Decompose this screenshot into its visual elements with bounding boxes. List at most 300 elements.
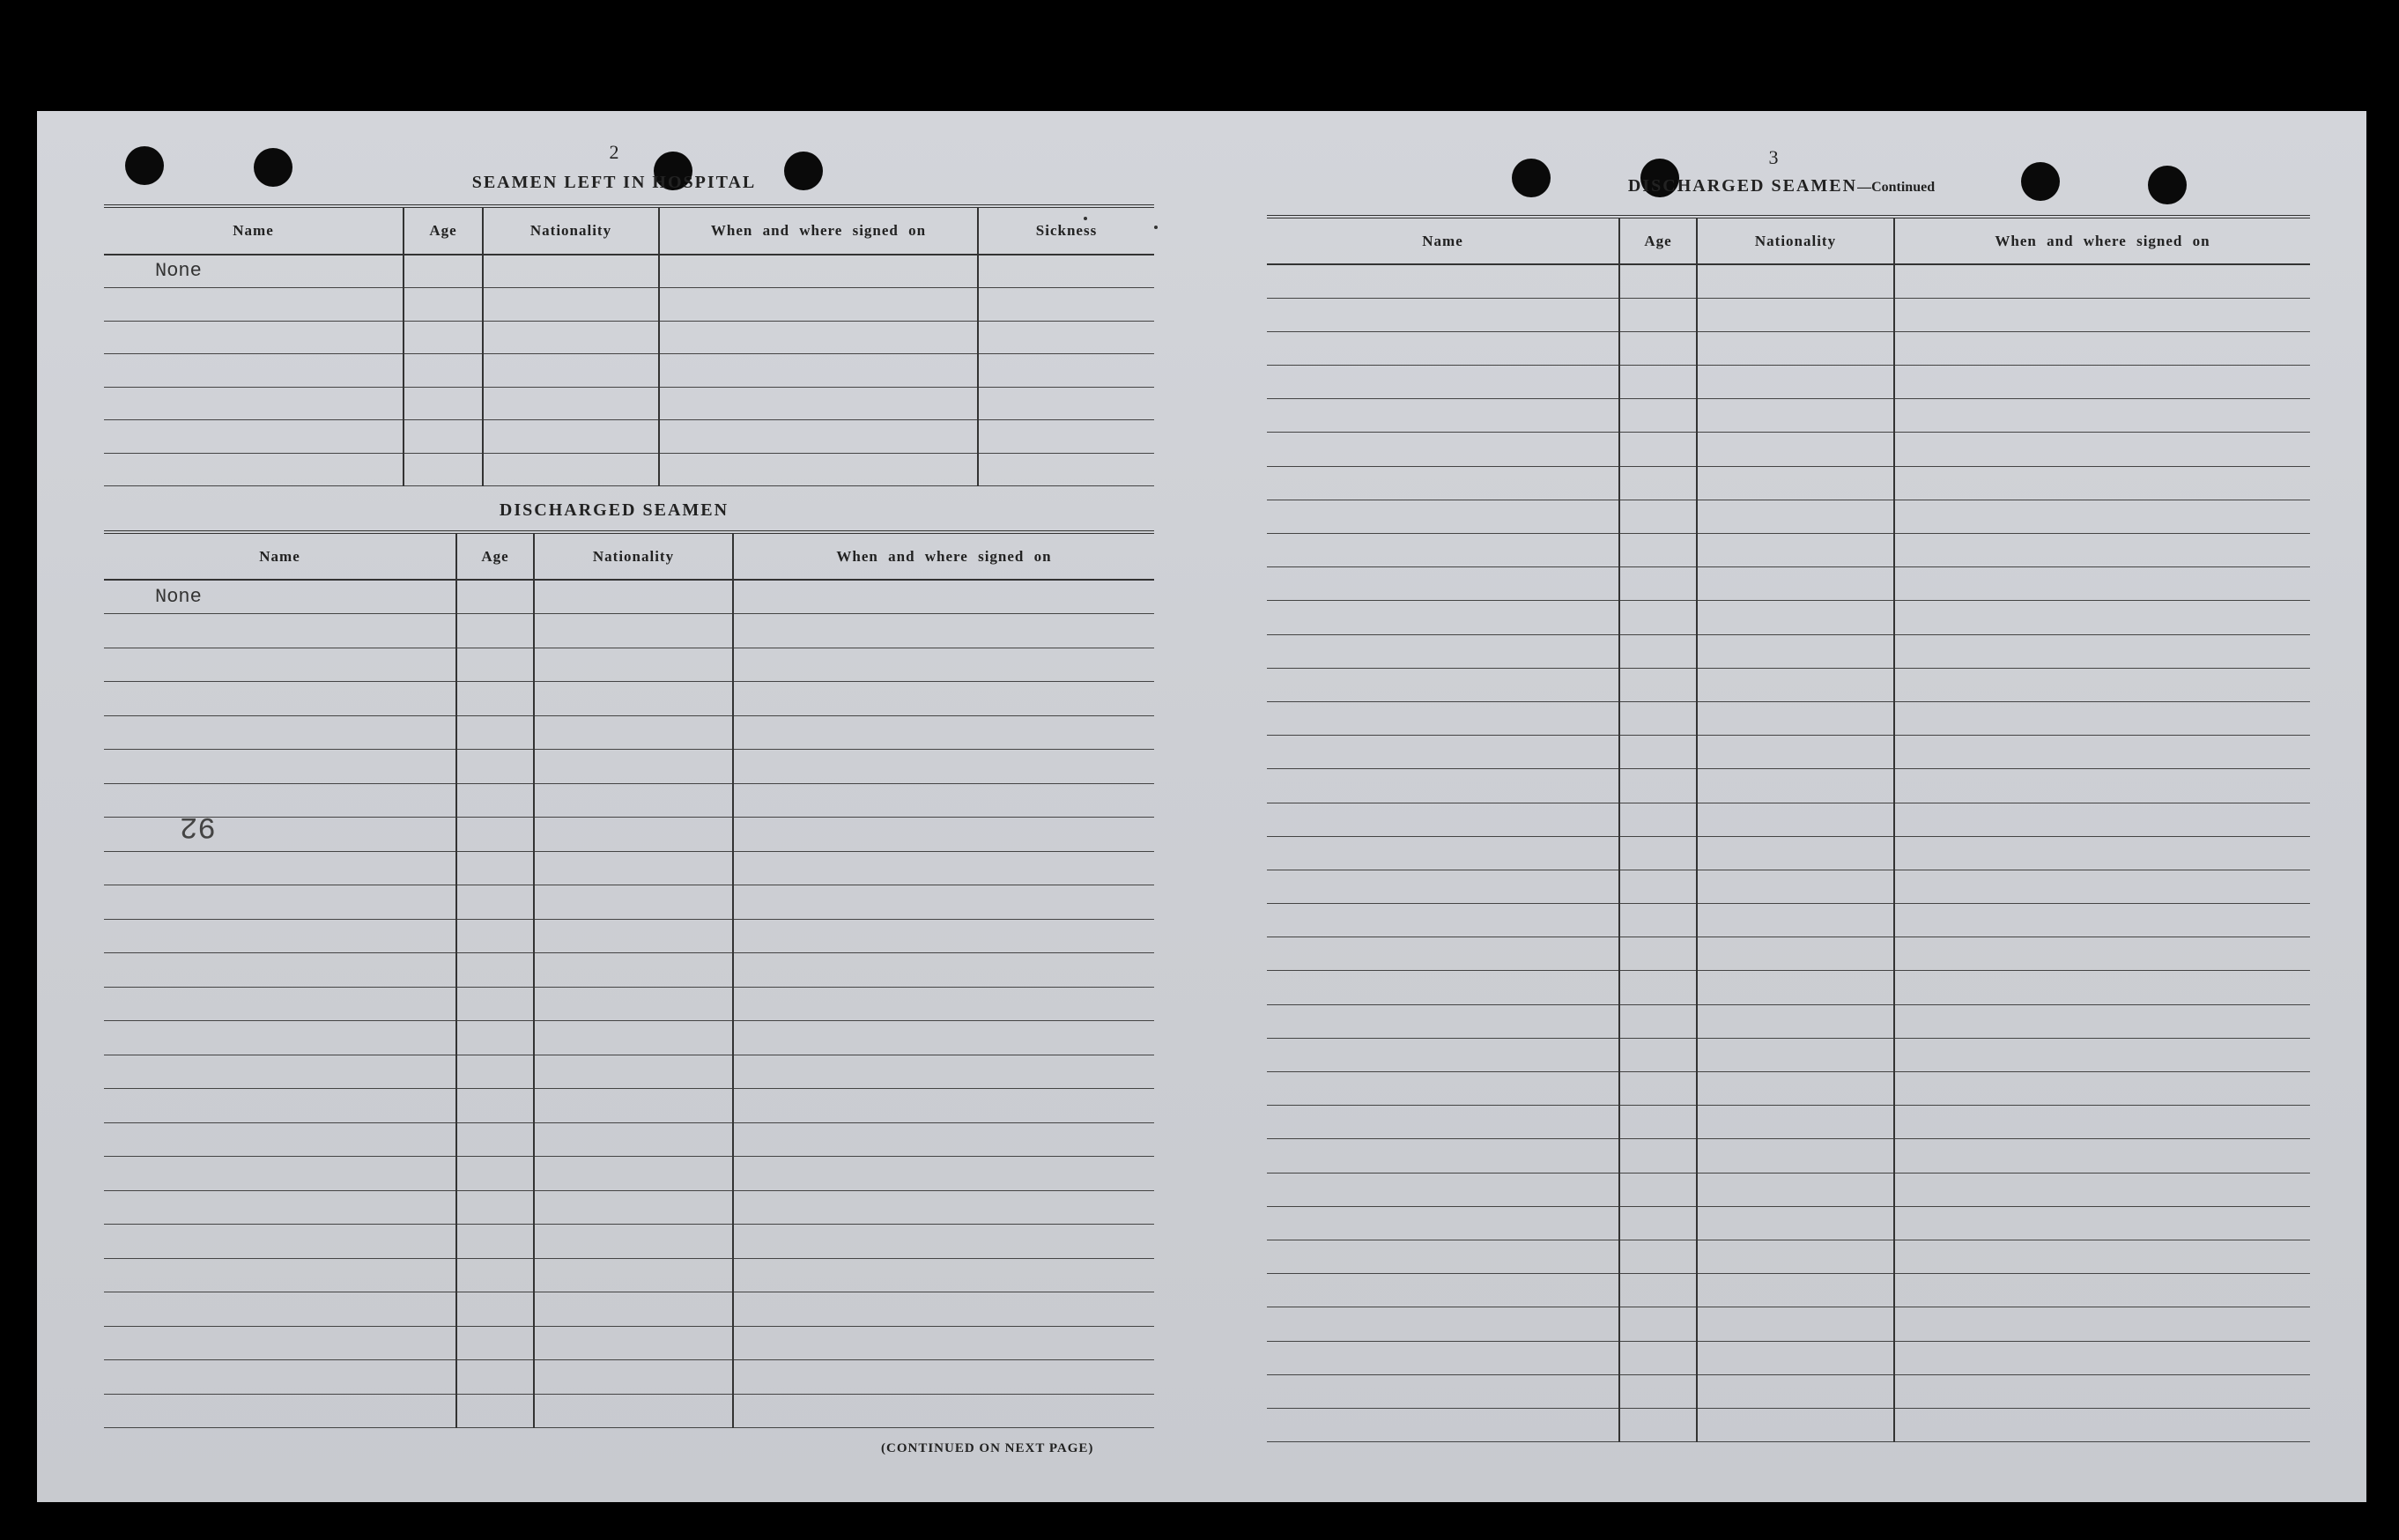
table-row — [104, 288, 1154, 322]
table-cell — [1894, 668, 2310, 701]
table-cell — [534, 783, 733, 818]
table-cell — [1267, 769, 1619, 803]
table-cell — [104, 321, 404, 354]
table-cell — [733, 1021, 1154, 1055]
table-cell — [404, 453, 483, 486]
table-cell — [1267, 1374, 1619, 1408]
table-cell — [733, 783, 1154, 818]
table-cell — [534, 682, 733, 716]
table-cell — [1619, 1206, 1697, 1240]
table-row — [1267, 1173, 2310, 1206]
table-cell — [733, 851, 1154, 885]
table-cell — [1894, 1038, 2310, 1071]
table-cell — [456, 715, 534, 750]
table-row — [104, 715, 1154, 750]
table-cell — [733, 1360, 1154, 1395]
table-row — [1267, 701, 2310, 735]
table-cell — [659, 453, 978, 486]
table-row — [1267, 366, 2310, 399]
table-cell — [534, 648, 733, 682]
binder-hole — [254, 148, 292, 187]
table-cell — [1894, 264, 2310, 298]
table-cell — [1619, 1173, 1697, 1206]
table-cell — [483, 387, 659, 420]
table-cell — [1697, 1139, 1894, 1173]
table-row — [104, 1055, 1154, 1089]
table-cell — [104, 1292, 456, 1327]
column-header-age: Age — [456, 532, 534, 580]
column-header-signed-on: When and where signed on — [733, 532, 1154, 580]
table-cell — [1697, 668, 1894, 701]
table-cell — [1619, 1341, 1697, 1374]
table-cell — [1267, 701, 1619, 735]
table-cell — [1267, 500, 1619, 533]
table-cell — [978, 387, 1154, 420]
table-cell — [1894, 1408, 2310, 1441]
table-cell — [1267, 1240, 1619, 1273]
table-cell — [1697, 534, 1894, 567]
table-cell — [104, 580, 456, 614]
column-header-signed-on: When and where signed on — [659, 206, 978, 255]
table-row — [104, 321, 1154, 354]
table-cell — [483, 288, 659, 322]
table-cell — [1894, 769, 2310, 803]
table-row — [104, 750, 1154, 784]
table-cell — [104, 885, 456, 920]
table-cell — [733, 1292, 1154, 1327]
table-row — [1267, 433, 2310, 466]
table-cell — [1697, 331, 1894, 365]
table-cell — [456, 919, 534, 953]
table-cell — [1697, 1004, 1894, 1038]
table-cell — [1697, 937, 1894, 971]
right-section-title-suffix: —Continued — [1857, 180, 1936, 195]
table-cell — [104, 1394, 456, 1428]
table-cell — [483, 453, 659, 486]
table-cell — [733, 919, 1154, 953]
table-cell — [456, 987, 534, 1021]
table-cell — [1267, 803, 1619, 836]
table-cell — [1894, 904, 2310, 937]
discharged-table — [104, 530, 1154, 1428]
table-cell — [1894, 870, 2310, 903]
table-cell — [1619, 567, 1697, 601]
table-row — [1267, 1038, 2310, 1071]
table-cell — [659, 255, 978, 288]
column-header-name: Name — [104, 206, 404, 255]
table-cell — [456, 1089, 534, 1123]
table-cell — [1267, 601, 1619, 634]
table-cell — [456, 1360, 534, 1395]
table-cell — [104, 420, 404, 454]
table-cell — [1619, 1139, 1697, 1173]
table-cell — [1894, 433, 2310, 466]
table-cell — [1267, 399, 1619, 433]
table-cell — [1894, 937, 2310, 971]
table-cell — [456, 1122, 534, 1157]
table-cell — [456, 851, 534, 885]
table-cell — [456, 885, 534, 920]
table-row — [104, 453, 1154, 486]
table-cell — [104, 1326, 456, 1360]
table-cell — [1697, 264, 1894, 298]
table-row — [1267, 1374, 2310, 1408]
table-cell — [1619, 769, 1697, 803]
table-cell — [1619, 399, 1697, 433]
table-cell — [1619, 971, 1697, 1004]
table-cell — [104, 987, 456, 1021]
table-cell — [1894, 1139, 2310, 1173]
table-cell — [1267, 1173, 1619, 1206]
table-row — [1267, 1307, 2310, 1341]
table-cell — [1894, 736, 2310, 769]
table-cell — [978, 453, 1154, 486]
table-cell — [1619, 836, 1697, 870]
table-cell — [733, 682, 1154, 716]
table-cell — [733, 885, 1154, 920]
binder-hole — [2148, 166, 2187, 204]
table-cell — [456, 1157, 534, 1191]
table-cell — [1619, 331, 1697, 365]
table-cell — [1267, 1139, 1619, 1173]
table-cell — [104, 715, 456, 750]
table-cell — [1619, 904, 1697, 937]
table-cell — [456, 614, 534, 648]
table-cell — [104, 1021, 456, 1055]
table-row — [1267, 500, 2310, 533]
table-cell — [534, 1292, 733, 1327]
table-cell — [534, 1157, 733, 1191]
table-cell — [733, 1394, 1154, 1428]
table-cell — [978, 288, 1154, 322]
table-cell — [1619, 1408, 1697, 1441]
table-cell — [978, 354, 1154, 388]
table-cell — [456, 783, 534, 818]
table-row — [104, 648, 1154, 682]
table-cell — [456, 580, 534, 614]
stamped-number: 92 — [180, 809, 216, 842]
table-row — [104, 1394, 1154, 1428]
table-cell — [1267, 298, 1619, 331]
table-row — [104, 919, 1154, 953]
table-row — [104, 1258, 1154, 1292]
table-cell — [104, 387, 404, 420]
table-cell — [1619, 870, 1697, 903]
table-cell — [456, 1021, 534, 1055]
table-row — [1267, 668, 2310, 701]
table-row — [104, 580, 1154, 614]
table-cell — [1619, 701, 1697, 735]
table-cell — [534, 1360, 733, 1395]
table-cell — [1894, 1374, 2310, 1408]
table-cell — [483, 354, 659, 388]
table-cell — [1267, 1408, 1619, 1441]
table-cell — [1697, 466, 1894, 500]
table-cell — [1619, 1038, 1697, 1071]
table-cell — [733, 1225, 1154, 1259]
table-cell — [1619, 668, 1697, 701]
table-cell — [456, 1326, 534, 1360]
table-cell — [534, 1021, 733, 1055]
table-cell — [104, 1122, 456, 1157]
column-header-signed-on: When and where signed on — [1894, 217, 2310, 264]
table-cell — [1619, 1106, 1697, 1139]
paper-speck — [1084, 217, 1087, 220]
table-cell — [733, 750, 1154, 784]
table-cell — [1894, 399, 2310, 433]
table-cell — [1619, 601, 1697, 634]
table-cell — [1697, 1173, 1894, 1206]
table-cell — [1267, 668, 1619, 701]
column-header-nationality: Nationality — [483, 206, 659, 255]
table-cell — [1697, 1307, 1894, 1341]
table-cell — [1697, 836, 1894, 870]
table-cell — [1619, 736, 1697, 769]
table-cell — [534, 919, 733, 953]
table-cell — [659, 387, 978, 420]
table-cell — [1697, 1072, 1894, 1106]
table-row — [1267, 634, 2310, 668]
table-cell — [456, 1394, 534, 1428]
table-cell — [659, 354, 978, 388]
table-row — [1267, 870, 2310, 903]
table-cell — [1267, 366, 1619, 399]
discharged-section-title: DISCHARGED SEAMEN — [499, 500, 729, 520]
table-cell — [104, 648, 456, 682]
column-header-nationality: Nationality — [1697, 217, 1894, 264]
table-cell — [1619, 1004, 1697, 1038]
table-cell — [1619, 534, 1697, 567]
table-cell — [1894, 298, 2310, 331]
table-cell — [104, 1258, 456, 1292]
column-header-age: Age — [1619, 217, 1697, 264]
table-cell — [534, 1225, 733, 1259]
table-cell — [104, 818, 456, 852]
table-cell — [483, 255, 659, 288]
table-cell — [1619, 937, 1697, 971]
column-header-sickness: Sickness — [978, 206, 1154, 255]
table-cell — [1267, 331, 1619, 365]
table-cell — [733, 1089, 1154, 1123]
table-cell — [534, 1055, 733, 1089]
table-row — [1267, 567, 2310, 601]
table-cell — [534, 1326, 733, 1360]
table-cell — [104, 1089, 456, 1123]
table-cell — [1894, 1106, 2310, 1139]
table-cell — [404, 255, 483, 288]
table-row — [104, 1157, 1154, 1191]
column-header-nationality: Nationality — [534, 532, 733, 580]
table-cell — [1267, 1106, 1619, 1139]
table-row — [1267, 534, 2310, 567]
table-row — [1267, 904, 2310, 937]
table-cell — [534, 1089, 733, 1123]
table-cell — [1697, 971, 1894, 1004]
table-cell — [1619, 466, 1697, 500]
table-cell — [733, 818, 1154, 852]
table-cell — [1894, 701, 2310, 735]
table-row — [104, 1326, 1154, 1360]
table-cell — [1697, 701, 1894, 735]
table-row — [1267, 1004, 2310, 1038]
table-row — [1267, 264, 2310, 298]
table-cell — [1894, 331, 2310, 365]
table-row — [104, 387, 1154, 420]
entry-text: None — [155, 260, 202, 282]
table-cell — [404, 354, 483, 388]
table-row — [1267, 803, 2310, 836]
table-cell — [1894, 1274, 2310, 1307]
table-cell — [733, 953, 1154, 988]
table-cell — [456, 1258, 534, 1292]
table-cell — [978, 420, 1154, 454]
table-cell — [1894, 1240, 2310, 1273]
table-cell — [1697, 500, 1894, 533]
table-cell — [483, 420, 659, 454]
table-cell — [1267, 264, 1619, 298]
table-cell — [1894, 534, 2310, 567]
table-row — [104, 354, 1154, 388]
table-cell — [1894, 803, 2310, 836]
table-cell — [104, 851, 456, 885]
table-row — [1267, 1240, 2310, 1273]
table-row — [1267, 1341, 2310, 1374]
table-cell — [733, 1055, 1154, 1089]
table-cell — [1894, 466, 2310, 500]
table-row — [1267, 1408, 2310, 1441]
table-row — [1267, 1206, 2310, 1240]
table-cell — [534, 885, 733, 920]
table-row — [104, 1292, 1154, 1327]
table-row — [1267, 298, 2310, 331]
table-cell — [404, 387, 483, 420]
table-cell — [733, 715, 1154, 750]
scanned-form-spread — [37, 111, 2366, 1502]
table-cell — [1267, 567, 1619, 601]
table-cell — [1894, 1173, 2310, 1206]
table-cell — [1697, 904, 1894, 937]
table-cell — [104, 453, 404, 486]
table-cell — [1697, 601, 1894, 634]
table-cell — [1697, 1240, 1894, 1273]
table-cell — [1697, 567, 1894, 601]
table-row — [104, 1360, 1154, 1395]
table-cell — [534, 1258, 733, 1292]
table-cell — [534, 715, 733, 750]
table-cell — [534, 987, 733, 1021]
table-cell — [1619, 1274, 1697, 1307]
table-cell — [733, 1190, 1154, 1225]
discharged-continued-table — [1267, 215, 2310, 1442]
table-cell — [1697, 1206, 1894, 1240]
table-row — [104, 420, 1154, 454]
table-cell — [456, 1225, 534, 1259]
table-cell — [733, 987, 1154, 1021]
table-cell — [1267, 534, 1619, 567]
table-cell — [104, 783, 456, 818]
table-cell — [404, 420, 483, 454]
table-cell — [1697, 1408, 1894, 1441]
table-cell — [1894, 836, 2310, 870]
continued-note: (CONTINUED ON NEXT PAGE) — [881, 1441, 1094, 1455]
table-cell — [1894, 1307, 2310, 1341]
table-row — [1267, 769, 2310, 803]
entry-text: None — [155, 586, 202, 608]
table-cell — [1894, 500, 2310, 533]
table-cell — [1894, 1341, 2310, 1374]
table-cell — [1267, 1341, 1619, 1374]
table-cell — [1267, 1072, 1619, 1106]
table-row — [1267, 971, 2310, 1004]
table-cell — [1894, 634, 2310, 668]
table-cell — [1697, 298, 1894, 331]
table-cell — [1267, 1307, 1619, 1341]
table-cell — [104, 288, 404, 322]
table-row — [1267, 601, 2310, 634]
table-cell — [1619, 1072, 1697, 1106]
table-row — [104, 682, 1154, 716]
table-row — [104, 1021, 1154, 1055]
table-row — [1267, 1274, 2310, 1307]
table-cell — [1267, 634, 1619, 668]
table-cell — [733, 580, 1154, 614]
table-cell — [659, 321, 978, 354]
hospital-section-title: SEAMEN LEFT IN HOSPITAL — [471, 173, 757, 192]
table-row — [1267, 399, 2310, 433]
table-cell — [1619, 1240, 1697, 1273]
table-cell — [534, 953, 733, 988]
table-cell — [534, 1190, 733, 1225]
table-row — [1267, 331, 2310, 365]
hospital-table — [104, 204, 1154, 486]
table-cell — [1267, 736, 1619, 769]
table-row — [104, 614, 1154, 648]
table-cell — [104, 614, 456, 648]
table-cell — [659, 420, 978, 454]
table-cell — [733, 1258, 1154, 1292]
table-cell — [534, 580, 733, 614]
table-row — [1267, 836, 2310, 870]
table-cell — [404, 288, 483, 322]
table-cell — [1894, 601, 2310, 634]
table-cell — [104, 1225, 456, 1259]
table-cell — [1619, 634, 1697, 668]
table-cell — [733, 1122, 1154, 1157]
table-cell — [978, 255, 1154, 288]
table-cell — [1697, 1341, 1894, 1374]
table-cell — [104, 953, 456, 988]
right-section-title-text: DISCHARGED SEAMEN — [1627, 176, 1858, 196]
table-cell — [1697, 769, 1894, 803]
table-cell — [104, 1360, 456, 1395]
table-cell — [1894, 1004, 2310, 1038]
table-cell — [404, 321, 483, 354]
table-cell — [1267, 870, 1619, 903]
table-cell — [483, 321, 659, 354]
table-cell — [104, 750, 456, 784]
left-page-number: 2 — [609, 141, 619, 163]
table-cell — [1697, 1274, 1894, 1307]
table-cell — [733, 1157, 1154, 1191]
table-cell — [1267, 433, 1619, 466]
table-cell — [1619, 1374, 1697, 1408]
table-cell — [104, 354, 404, 388]
table-cell — [1619, 433, 1697, 466]
table-cell — [1697, 870, 1894, 903]
table-cell — [1697, 433, 1894, 466]
table-cell — [534, 818, 733, 852]
table-cell — [1697, 736, 1894, 769]
